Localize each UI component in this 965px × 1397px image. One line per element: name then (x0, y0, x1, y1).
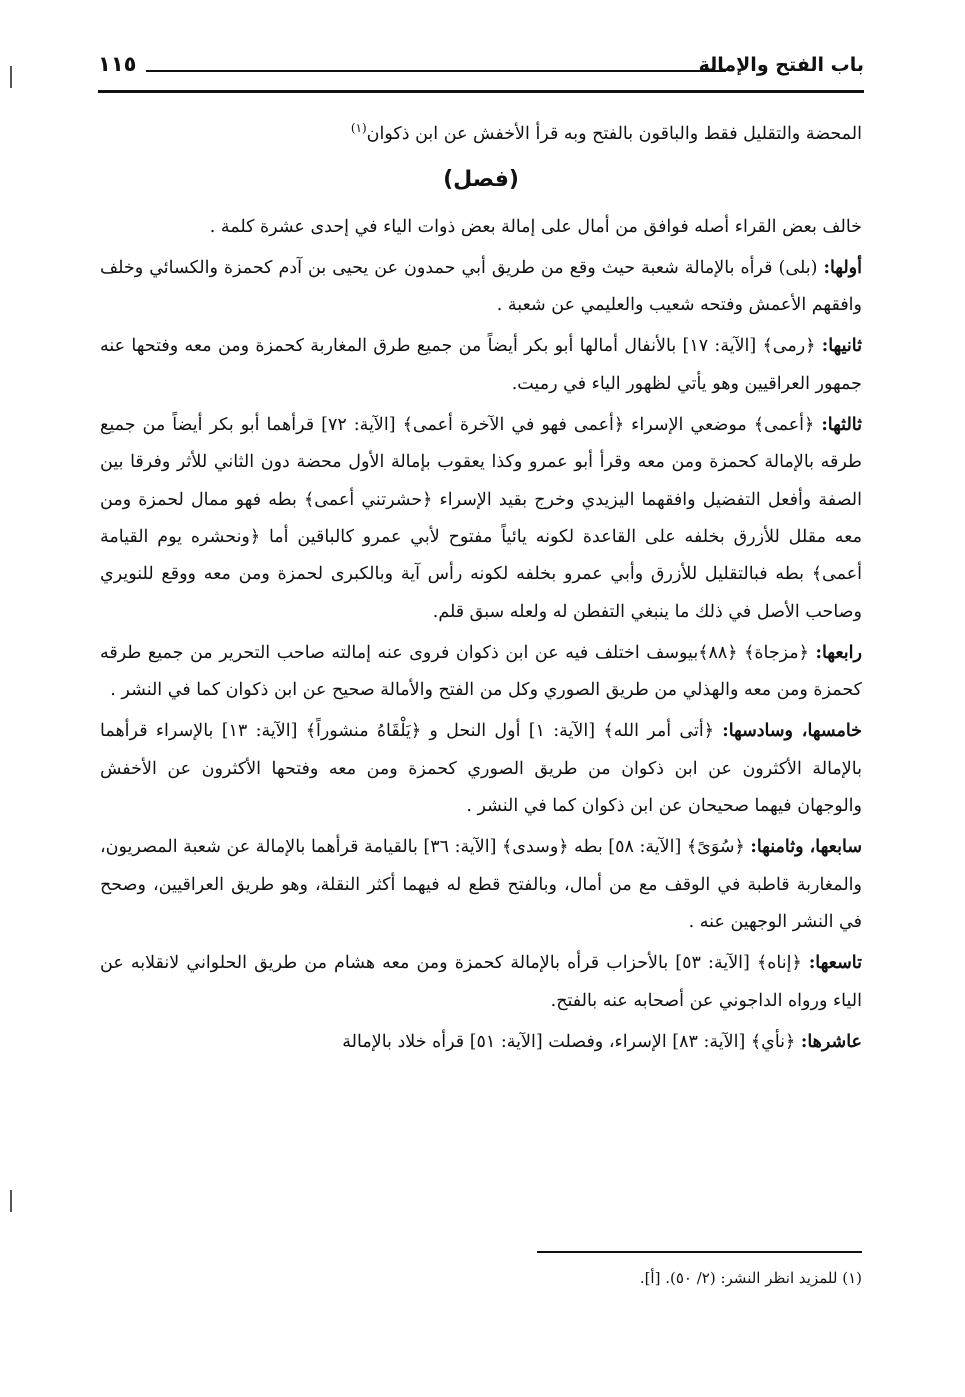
item-text: ﴿رمى﴾ [الآية: ١٧] بالأنفال أمالها أبو بكر أيضاً من جميع طرق المغاربة كحمزة ومن معه وفتحها عنه جمهور العراقيين وهو يأتي لظهور الياء في رميت. (100, 336, 862, 394)
paragraph-item-4 (100, 635, 862, 710)
item-text: ﴿سُوَىً﴾ [الآية: ٥٨] بطه ﴿وسدى﴾ [الآية: ٣٦] بالقيامة قرأهما بالإمالة عن شعبة المصريون، والمغاربة قاطبة في الوقف مع من أمال، وبالفتح قطع له فيهما أكثر النقلة، وهو طريق العراقيين، وصحح في النشر الوجهين عنه . (100, 837, 862, 932)
item-lead: سابعها، وثامنها: (750, 837, 862, 858)
main-text (100, 116, 862, 1065)
item-lead: تاسعها: (808, 953, 862, 974)
footnote-separator (537, 1251, 862, 1253)
paragraph-item-1 (100, 250, 862, 325)
running-title: باب الفتح والإمالة (698, 54, 864, 76)
footnote-ref: (١) (350, 121, 367, 136)
scan-artifact-top-left (10, 66, 12, 88)
paragraph-item-3 (100, 407, 862, 631)
item-lead: ثالثها: (821, 415, 862, 436)
item-text: ﴿مزجاة﴾ ﴿٨٨﴾بيوسف اختلف فيه عن ابن ذكوان فروى عنه إمالته صاحب التحرير من جميع طرقه كحمزة ومن معه والهذلي من طريق الصوري وكل من الفتح والأمالة صحيح عن ابن ذكوان كما في النشر . (100, 642, 862, 701)
header-rule (98, 90, 864, 93)
item-lead: رابعها: (815, 642, 862, 663)
paragraph-text: المحضة والتقليل فقط والباقون بالفتح وبه قرأ الأخفش عن ابن ذكوان (366, 124, 862, 144)
scan-artifact-left-mid (10, 1190, 12, 1212)
item-lead: عاشرها: (800, 1031, 862, 1052)
item-lead: خامسها، وسادسها: (722, 721, 862, 742)
item-text: ﴿إناه﴾ [الآية: ٥٣] بالأحزاب قرأه بالإمالة كحمزة ومن معه هشام من طريق الحلواني لانقلابه عن الياء ورواه الداجوني عن أصحابه عنه بالفتح. (100, 953, 862, 1011)
item-lead: ثانيها: (821, 336, 862, 357)
paragraph-item-10 (100, 1024, 862, 1061)
page-number: ١١٥ (98, 52, 137, 76)
paragraph-item-5-6 (100, 713, 862, 825)
page-header (98, 50, 864, 94)
paragraph-intro: خالف بعض القراء أصله فوافق من أمال على إمالة بعض ذوات الياء في إحدى عشرة كلمة . (209, 216, 862, 237)
item-text: ﴿نأي﴾ [الآية: ٨٣] الإسراء، وفصلت [الآية: ٥١] قرأه خلاد بالإمالة (342, 1031, 796, 1052)
section-heading: (فصل) (443, 167, 519, 193)
header-rule-short (146, 70, 726, 72)
footnote: (١) للمزيد انظر النشر: (٢/ ٥٠). [أ]. (639, 1269, 862, 1287)
item-text: ﴿أتى أمر الله﴾ [الآية: ١] أول النحل و ﴿يَلْقَاهُ منشوراً﴾ [الآية: ١٣] بالإسراء قرأهما بالإمالة الأكثرون عن ابن ذكوان من طريق الصوري كحمزة ومن معه وفتحها الأكثرون عن الأخفش والوجهان فيهما صحيحان عن ابن ذكوان كما في النشر . (100, 721, 862, 817)
paragraph-continuation (100, 116, 862, 153)
item-text: (بلى) قرأه بالإمالة شعبة حيث وقع من طريق أبي حمدون عن يحيى بن آدم كحمزة والكسائي وخلف وافقهم الأعمش وفتحه شعيب والعليمي عن شعبة . (100, 257, 862, 316)
paragraph-item-9 (100, 945, 862, 1020)
paragraph-item-2 (100, 328, 862, 403)
paragraph-item-7-8 (100, 829, 862, 941)
item-lead: أولها: (823, 257, 862, 278)
item-text: ﴿أعمى﴾ موضعي الإسراء ﴿أعمى فهو في الآخرة أعمى﴾ [الآية: ٧٢] قرأهما أبو بكر أيضاً من جميع طرقه بالإمالة كحمزة ومن معه وقرأ أبو عمرو وكذا يعقوب بإمالة الأول محضة دون الثاني للأثر وفرقا بين الصفة وأفعل التفضيل وافقهما اليزيدي وخرج بقيد الإسراء ﴿حشرتني أعمى﴾ بطه فهو ممال لحمزة ومن معه مقلل للأزرق بخلفه على القاعدة لكونه يائياً مفتوح لأبي عمرو كالباقين أما ﴿ونحشره يوم القيامة أعمى﴾ بطه فبالتقليل للأزرق وأبي عمرو بخلفه لكونه رأس آية وبالكبرى لحمزة ومن معه ووقع للنويري وصاحب الأصل في ذلك ما ينبغي التفطن له ولعله سبق قلم. (100, 415, 862, 622)
